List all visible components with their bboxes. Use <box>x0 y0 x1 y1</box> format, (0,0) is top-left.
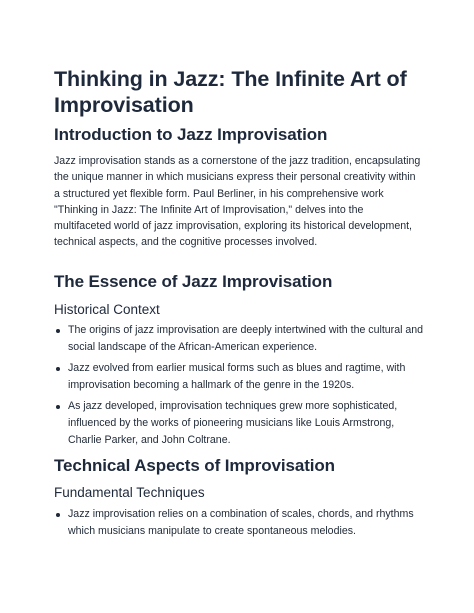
bullet-icon <box>56 513 60 517</box>
fundamental-techniques-list <box>54 506 424 540</box>
subheading-fundamental-techniques: Fundamental Techniques <box>54 485 205 500</box>
list-item <box>54 360 424 394</box>
list-item <box>54 506 424 540</box>
section-heading-introduction: Introduction to Jazz Improvisation <box>54 125 328 144</box>
list-item-text: Jazz evolved from earlier musical forms such as blues and ragtime, with improvisation becoming a hallmark of the genre in the 1920s. <box>68 362 406 391</box>
list-item-text: As jazz developed, improvisation techniques grew more sophisticated, influenced by the works of pioneering musicians like Louis Armstrong, Charlie Parker, and John Coltrane. <box>68 400 398 446</box>
document-title: Thinking in Jazz: The Infinite Art of Improvisation <box>54 67 407 117</box>
section-heading-essence: The Essence of Jazz Improvisation <box>54 272 333 291</box>
bullet-icon <box>56 405 60 409</box>
list-item <box>54 322 424 356</box>
bullet-icon <box>56 367 60 371</box>
list-item-text: Jazz improvisation relies on a combination of scales, chords, and rhythms which musicians manipulate to create spontaneous melodies. <box>68 508 414 537</box>
section-heading-technical: Technical Aspects of Improvisation <box>54 456 335 475</box>
historical-context-list <box>54 322 424 449</box>
subheading-historical-context: Historical Context <box>54 302 160 317</box>
list-item-text: The origins of jazz improvisation are deeply intertwined with the cultural and social landscape of the African-American experience. <box>68 324 424 353</box>
list-item <box>54 398 424 449</box>
introduction-paragraph: Jazz improvisation stands as a cornerstone of the jazz tradition, encapsulating the unique manner in which musicians express their personal creativity within a structured yet flexible form. Paul Berliner, in his comprehensive work "Thinking in Jazz: The Infinite Art of Improvisation," delves into the multifaceted world of jazz improvisation, exploring its historical development, technical aspects, and the cognitive processes involved. <box>54 155 421 249</box>
bullet-icon <box>56 329 60 333</box>
